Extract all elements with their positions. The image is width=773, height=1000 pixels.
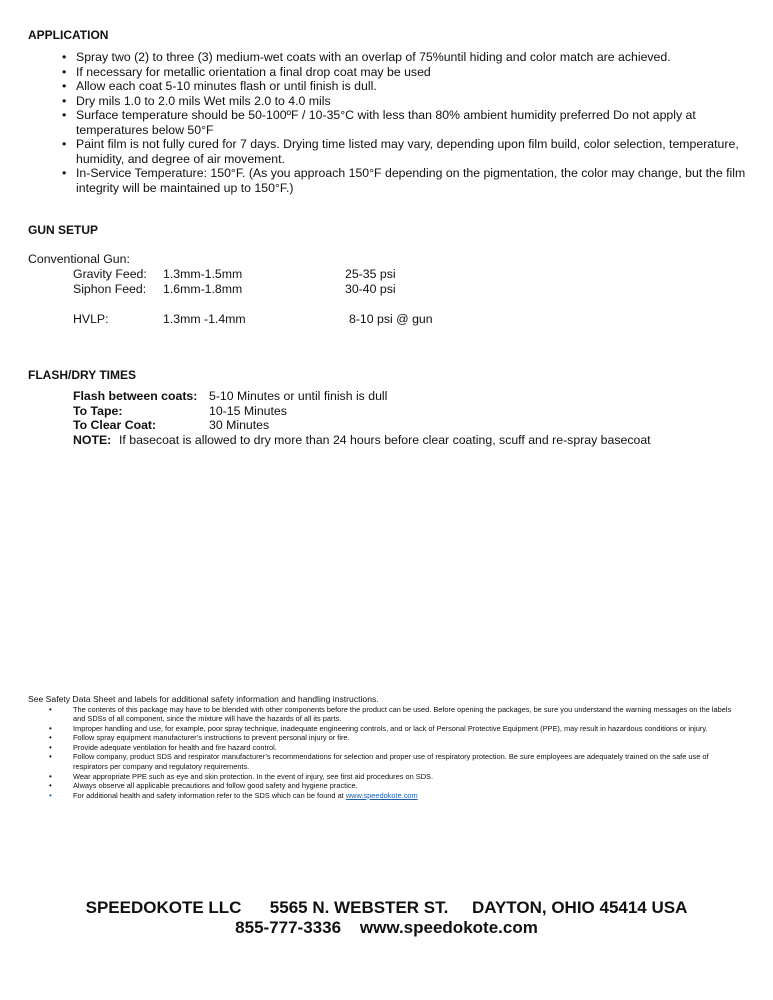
list-item: • Follow spray equipment manufacturer’s instructions to prevent personal injury or fire. — [49, 733, 350, 743]
bullet-icon: • — [49, 771, 52, 781]
bullet-icon: • — [62, 79, 67, 93]
list-item: • Allow each coat 5-10 minutes flash or until finish is dull. — [62, 79, 377, 93]
gun-row-label: Gravity Feed: — [73, 267, 147, 281]
flash-dry-heading: FLASH/DRY TIMES — [28, 368, 137, 382]
gun-row-size: 1.6mm-1.8mm — [163, 282, 243, 296]
conventional-gun-label: Conventional Gun: — [28, 252, 130, 266]
list-item: • The contents of this package may have to be blended with other components before the product can be used. Before opening the packages, be sure you understand the warning messages on the labels and SDSs of all component, since the mixture will have the hazards of all its parts. — [49, 704, 732, 724]
list-item: • For additional health and safety information refer to the SDS which can be found at www.speedokote.com — [49, 790, 418, 800]
bullet-icon: • — [49, 733, 52, 743]
bullet-icon: • — [62, 137, 67, 151]
list-item: • Surface temperature should be 50-100ºF / 10-35°C with less than 80% ambient humidity preferred Do not apply at temperatures below 50°F — [62, 108, 696, 137]
safety-section — [28, 694, 740, 800]
bullet-icon: • — [49, 781, 52, 791]
bullet-icon: • — [49, 704, 52, 714]
list-item: • Wear appropriate PPE such as eye and skin protection. In the event of injury, see first aid procedures on SDS. — [49, 771, 434, 781]
bullet-icon: • — [49, 752, 52, 762]
note-text: If basecoat is allowed to dry more than 24 hours before clear coating, scuff and re-spray basecoat — [119, 433, 651, 447]
bullet-icon: • — [62, 64, 67, 79]
footer-address: SPEEDOKOTE LLC 5565 N. WEBSTER ST. DAYTON, OHIO 45414 USA — [85, 898, 688, 917]
list-item: • Paint film is not fully cured for 7 days. Drying time listed may vary, depending upon film build, color selection, temperature, humidity, and degree of air movement. — [62, 137, 739, 166]
safety-list — [28, 705, 740, 801]
application-list — [62, 50, 752, 195]
bullet-icon: • — [49, 723, 52, 733]
footer-contact: 855-777-3336 www.speedokote.com — [235, 918, 538, 937]
list-item: • Dry mils 1.0 to 2.0 mils Wet mils 2.0 to 4.0 mils — [62, 93, 331, 108]
list-item: • In-Service Temperature: 150°F. (As you approach 150°F depending on the pigmentation, the color may change, but the film integrity will be maintained up to 150°F.) — [62, 166, 746, 195]
list-item: • Provide adequate ventilation for health and fire hazard control. — [49, 742, 277, 752]
speedokote-link[interactable]: www.speedokote.com — [345, 790, 418, 800]
bullet-icon: • — [62, 93, 67, 108]
list-item: • Follow company, product SDS and respirator manufacturer’s recommendations for selection and proper use of respiratory protection. Be sure employees are adequately trained on the safe use of respirators per company and regulatory requirements. — [49, 752, 709, 772]
gun-row-pressure: 30-40 psi — [345, 282, 396, 296]
list-item: • If necessary for metallic orientation a final drop coat may be used — [62, 64, 431, 79]
gun-row-pressure: 25-35 psi — [345, 267, 396, 281]
gun-row-label: Siphon Feed: — [73, 282, 147, 296]
list-item: • Always observe all applicable precautions and follow good safety and hygiene practice. — [49, 781, 358, 791]
application-heading: APPLICATION — [28, 28, 109, 42]
bullet-icon: • — [62, 108, 67, 122]
gun-row-pressure: 8-10 psi @ gun — [349, 312, 433, 326]
safety-intro: See Safety Data Sheet and labels for additional safety information and handling instructions. — [28, 694, 379, 704]
flash-row-label: Flash between coats: — [73, 389, 198, 403]
bullet-icon: • — [49, 742, 52, 752]
bullet-icon: • — [62, 166, 67, 180]
gun-row-size: 1.3mm -1.4mm — [163, 312, 246, 326]
flash-row-value: 10-15 Minutes — [209, 404, 287, 418]
flash-row-value: 5-10 Minutes or until finish is dull — [209, 389, 388, 403]
gun-row-label: HVLP: — [73, 312, 109, 326]
flash-row-label: To Tape: — [73, 404, 123, 418]
note-label: NOTE: — [73, 433, 112, 447]
bullet-icon: • — [49, 790, 52, 800]
list-item: • Improper handling and use, for example, poor spray technique, inadequate engineering controls, and or lack of Personal Protective Equipment (PPE), may result in hazardous conditions or injury. — [49, 723, 708, 733]
list-item: • Spray two (2) to three (3) medium-wet coats with an overlap of 75%until hiding and color match are achieved. — [62, 50, 671, 64]
flash-row-label: To Clear Coat: — [73, 418, 157, 432]
gun-row-size: 1.3mm-1.5mm — [163, 267, 243, 281]
flash-row-value: 30 Minutes — [209, 418, 270, 432]
bullet-icon: • — [62, 50, 67, 64]
gun-setup-heading: GUN SETUP — [28, 223, 99, 237]
